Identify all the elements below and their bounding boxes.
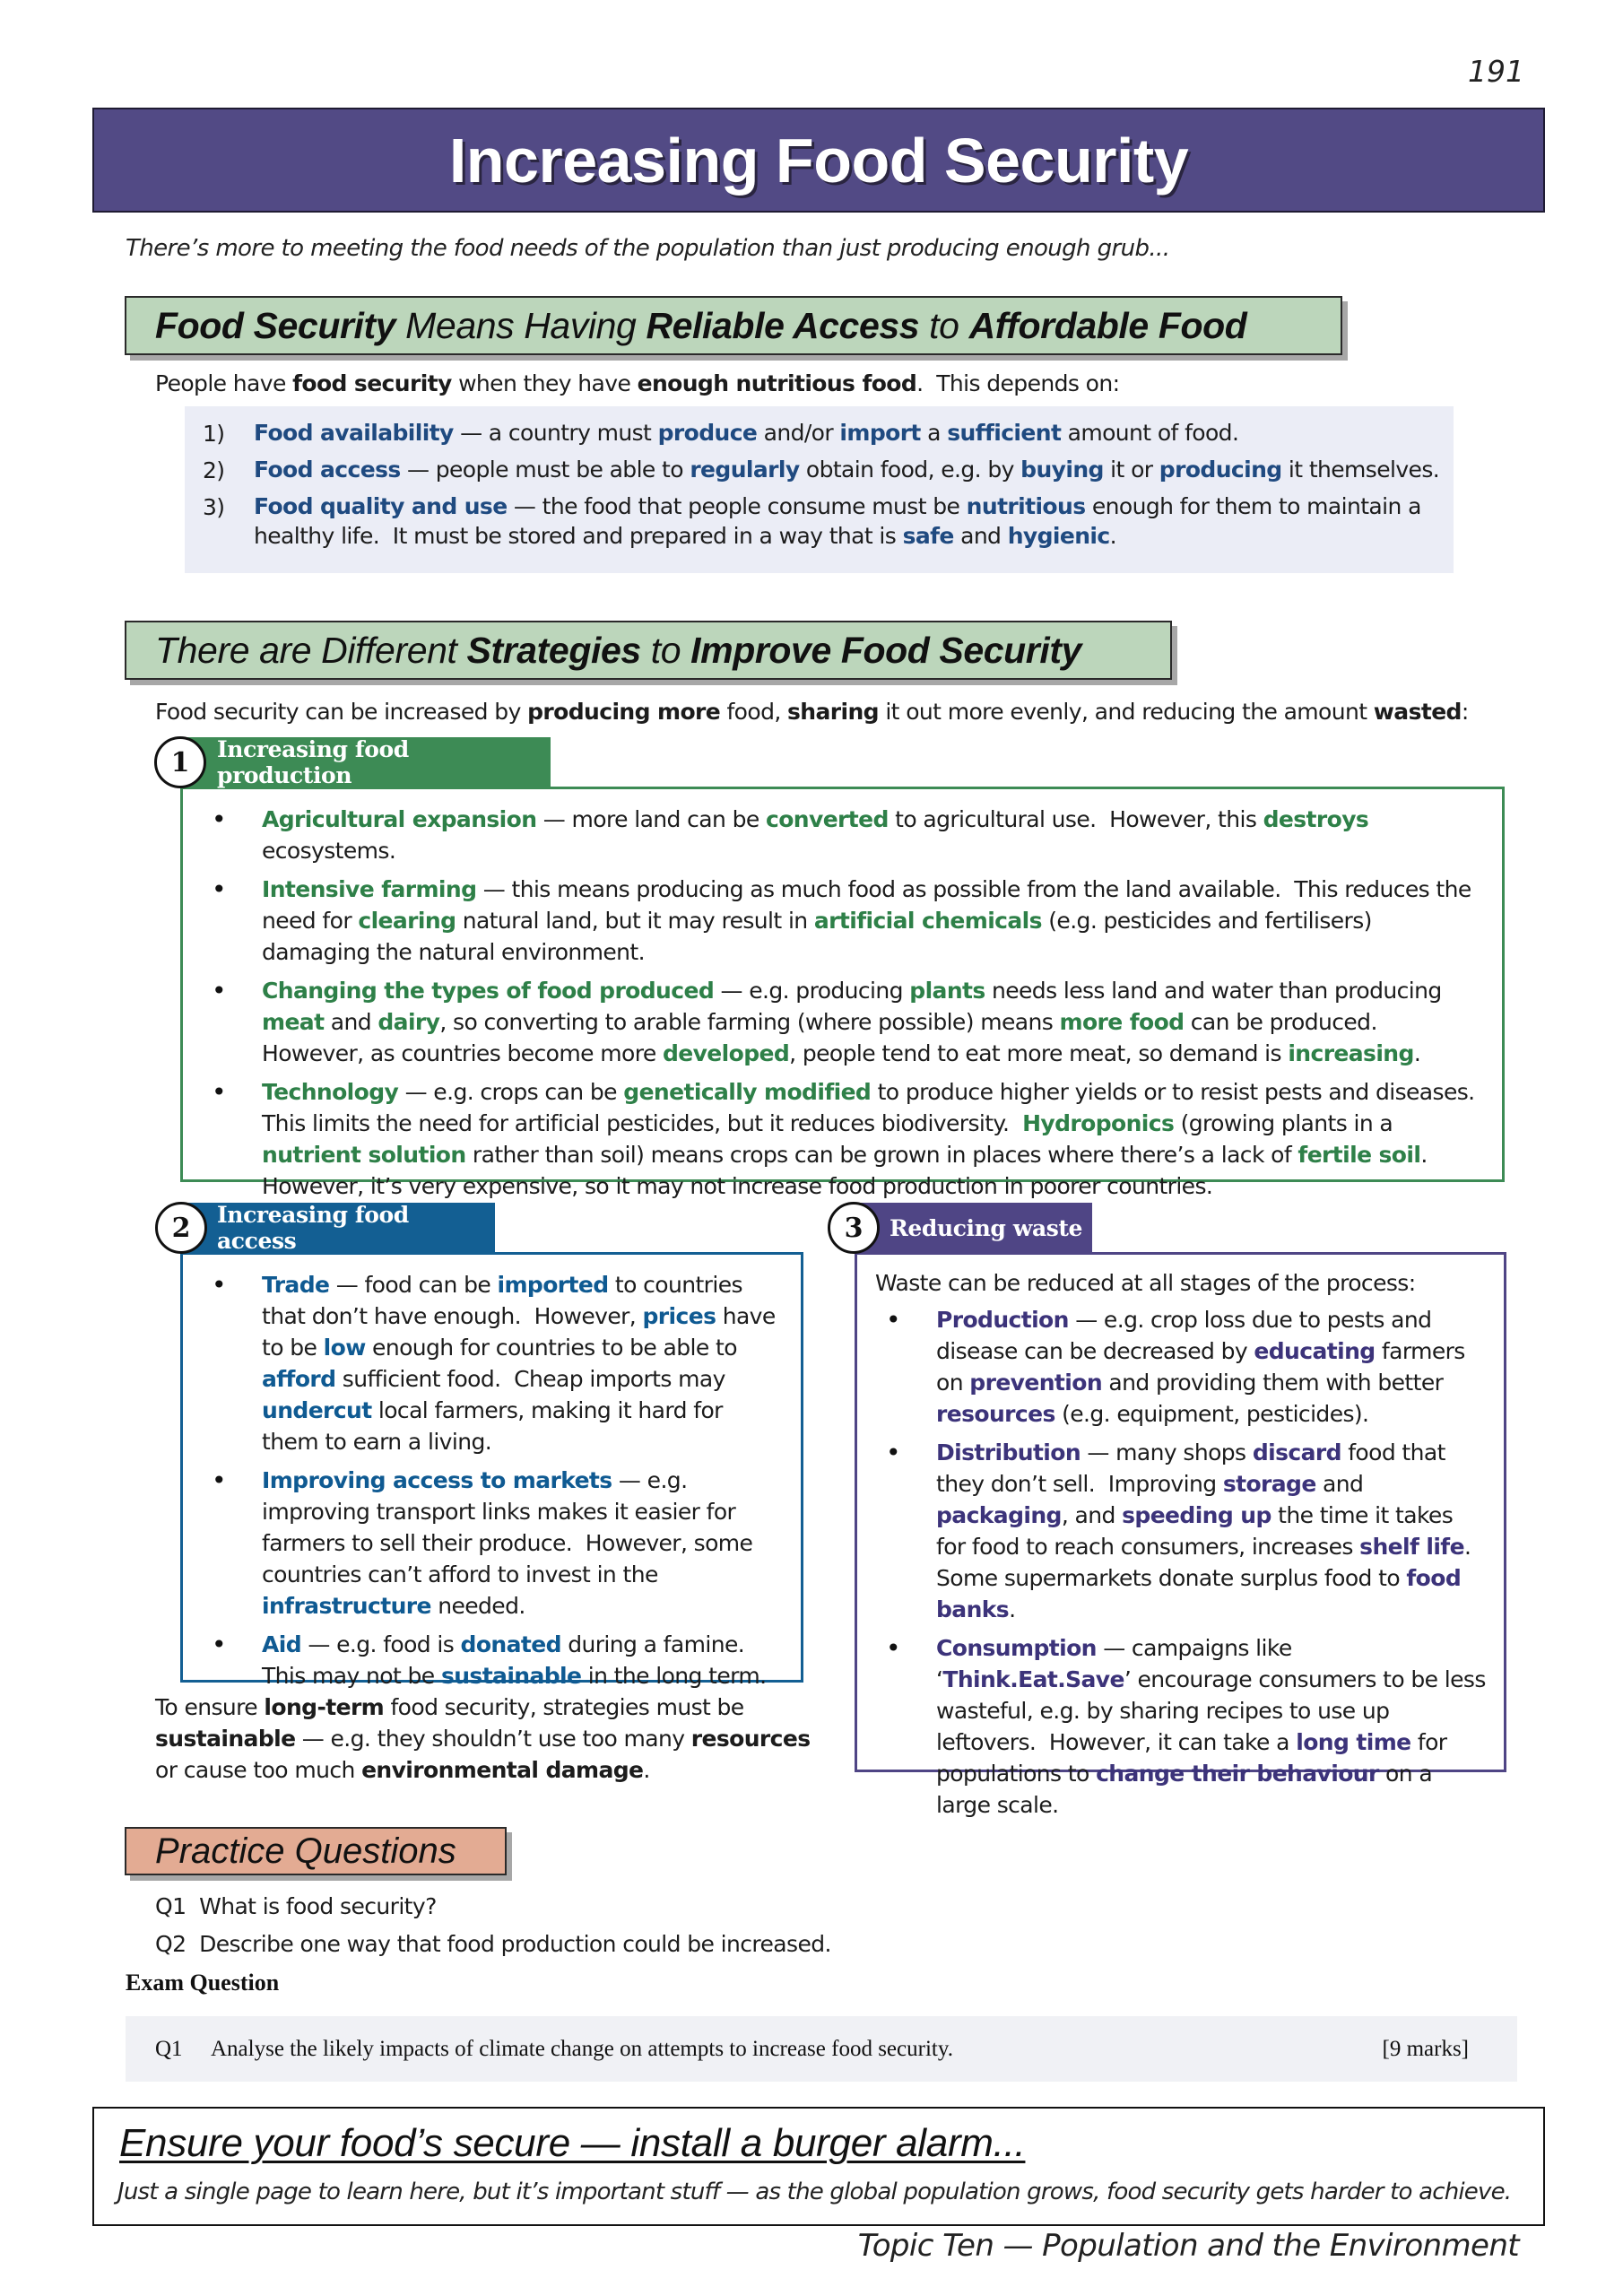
- keyword: packaging: [936, 1502, 1062, 1528]
- text: — e.g. crops can be: [398, 1079, 624, 1105]
- definition-item: [203, 455, 1454, 486]
- item-text: [254, 455, 1454, 486]
- bold-term: producing more: [527, 699, 721, 725]
- text: have to be: [262, 1303, 783, 1361]
- text: farmers on: [936, 1338, 1472, 1396]
- footer-title: Ensure your food’s secure — install a burger alarm...: [119, 2121, 1026, 2165]
- heading-part: Affordable Food: [968, 304, 1247, 346]
- keyword: plants: [909, 978, 985, 1004]
- text: or cause too much: [155, 1726, 817, 1783]
- text: needed.: [430, 1593, 525, 1619]
- bullet-item: [192, 1076, 1488, 1202]
- practice-questions-title: Practice Questions: [155, 1831, 456, 1871]
- text: for populations to: [936, 1729, 1454, 1787]
- exam-question-box: [126, 2016, 1517, 2082]
- text: and providing them with better: [1102, 1370, 1450, 1396]
- text: — many shops: [1081, 1439, 1253, 1465]
- practice-questions-heading: [125, 1827, 507, 1875]
- text: it out more evenly, and reducing the amount: [878, 699, 1374, 725]
- bold-term: enough nutritious food: [637, 370, 917, 396]
- keyword: nutrient solution: [262, 1142, 466, 1168]
- keyword: educating: [1254, 1338, 1376, 1364]
- text: it or: [1103, 457, 1159, 483]
- keyword: buying: [1020, 457, 1104, 483]
- text: local farmers, making it hard for them to earn a living.: [262, 1397, 730, 1455]
- strategy-1-box: [180, 787, 1505, 1199]
- exam-question-marks: [9 marks]: [1382, 2036, 1469, 2061]
- keyword: Production: [936, 1307, 1069, 1333]
- strategy-1-title: Increasing food production: [217, 736, 409, 788]
- text: . This depends on:: [916, 370, 1120, 396]
- bullet-item: [866, 1632, 1493, 1821]
- text: can be produced. However, as countries become more: [262, 1009, 1391, 1066]
- keyword: Food access: [254, 457, 401, 483]
- bold-term: sharing: [787, 699, 879, 725]
- keyword: artificial chemicals: [813, 908, 1042, 934]
- text: :: [1461, 699, 1469, 725]
- keyword: fertile soil: [1298, 1142, 1421, 1168]
- keyword: infrastructure: [262, 1593, 431, 1619]
- text: — a country must: [453, 420, 658, 446]
- keyword: sustainable: [440, 1663, 582, 1689]
- text: , people tend to eat more meat, so demand is: [789, 1040, 1289, 1066]
- keyword: Food availability: [254, 420, 454, 446]
- keyword: sufficient: [947, 420, 1062, 446]
- bold-term: sustainable: [155, 1726, 296, 1752]
- keyword: genetically modified: [623, 1079, 872, 1105]
- keyword: Distribution: [936, 1439, 1081, 1465]
- text: (growing plants in a: [1174, 1110, 1400, 1136]
- question-text: Describe one way that food production could be increased.: [199, 1931, 831, 1957]
- text: — e.g. improving transport links makes it easier for farmers to sell their produce. However, some countries can’t afford to invest in the: [262, 1467, 759, 1587]
- text: .: [1009, 1596, 1016, 1622]
- keyword: Improving access to markets: [262, 1467, 612, 1493]
- text: sufficient food. Cheap imports may: [335, 1366, 733, 1392]
- keyword: Technology: [262, 1079, 399, 1105]
- text: it themselves.: [1281, 457, 1440, 483]
- bullet-item: [192, 804, 1484, 866]
- keyword: safe: [902, 523, 954, 549]
- keyword: storage: [1222, 1471, 1316, 1497]
- keyword: low: [323, 1335, 366, 1361]
- keyword: Aid: [262, 1631, 302, 1657]
- text: natural land, but it may result in: [456, 908, 814, 934]
- text: (e.g. pesticides and fertilisers) damaging the natural environment.: [262, 908, 1379, 965]
- text: and: [953, 523, 1008, 549]
- keyword: donated: [460, 1631, 561, 1657]
- food-security-definition-lead: [155, 368, 1119, 399]
- keyword: food banks: [936, 1565, 1469, 1622]
- question-number: Q2: [155, 1931, 187, 1957]
- text: , so converting to arable farming (where possible) means: [439, 1009, 1060, 1035]
- text: and/or: [757, 420, 840, 446]
- bold-term: environmental damage: [361, 1757, 644, 1783]
- keyword: Agricultural expansion: [262, 806, 537, 832]
- question-text: What is food security?: [199, 1893, 437, 1919]
- intro-text: There’s more to meeting the food needs of the population than just producing enough grub...: [126, 235, 1170, 262]
- heading-part: Strategies: [466, 629, 641, 671]
- bold-term: food security: [292, 370, 452, 396]
- keyword: prevention: [969, 1370, 1103, 1396]
- text: People have: [155, 370, 293, 396]
- keyword: prices: [642, 1303, 716, 1329]
- strategy-2-title: Increasing food access: [217, 1202, 409, 1254]
- keyword: change their behaviour: [1096, 1761, 1379, 1787]
- strategies-lead: [155, 696, 1469, 727]
- keyword: Hydroponics: [1022, 1110, 1175, 1136]
- text: . However, it’s very expensive, so it may not increase food production in poorer countries.: [262, 1142, 1441, 1199]
- strategy-1-number-badge: 1: [154, 736, 206, 788]
- strategy-2-box: [180, 1252, 803, 1689]
- sustainability-note: [155, 1692, 819, 1786]
- text: and: [1315, 1471, 1370, 1497]
- text: — people must be able to: [400, 457, 690, 483]
- text: on a large scale.: [936, 1761, 1439, 1818]
- page-title-bar: [92, 108, 1545, 213]
- keyword: discard: [1252, 1439, 1341, 1465]
- heading-part: Food Security: [155, 304, 396, 346]
- keyword: converted: [766, 806, 889, 832]
- exam-question-number: Q1: [155, 2036, 183, 2061]
- strategy-3-number-badge: 3: [828, 1202, 880, 1254]
- text: — this means producing as much food as possible from the land available. This reduces the need for: [262, 876, 1478, 934]
- strategy-3-box: [855, 1252, 1506, 1818]
- text: ’ encourage consumers to be less wasteful, e.g. by sharing recipes to use up leftovers. However, it can take a: [936, 1666, 1493, 1755]
- keyword: more food: [1059, 1009, 1185, 1035]
- text: — e.g. crop loss due to pests and disease can be decreased by: [936, 1307, 1438, 1364]
- keyword: meat: [262, 1009, 325, 1035]
- text: enough for countries to be able to: [365, 1335, 744, 1361]
- text: during a famine. This may not be: [262, 1631, 758, 1689]
- strategy-1-title-tab: [179, 737, 551, 787]
- bullet-item: [192, 975, 1484, 1069]
- text: , and: [1061, 1502, 1123, 1528]
- strategy-3-intro: Waste can be reduced at all stages of the process:: [875, 1270, 1416, 1296]
- heading-part: Improve Food Security: [690, 629, 1082, 671]
- exam-question-text: Analyse the likely impacts of climate change on attempts to increase food security.: [211, 2036, 953, 2061]
- section-heading-strategies: [125, 621, 1172, 680]
- page-title: Increasing Food Security: [448, 125, 1189, 196]
- bullet-item: [192, 874, 1484, 968]
- text: — food can be: [329, 1272, 498, 1298]
- footer-subtitle: Just a single page to learn here, but it’s important stuff — as the global population grows, food security gets harder to achieve.: [117, 2179, 1512, 2205]
- keyword: produce: [657, 420, 758, 446]
- text: food that they don’t sell. Improving: [936, 1439, 1453, 1497]
- item-number: 2): [203, 457, 225, 483]
- bullet-item: [866, 1304, 1486, 1430]
- bold-term: long-term: [264, 1694, 385, 1720]
- text: — campaigns like ‘: [936, 1635, 1298, 1692]
- text: — e.g. producing: [714, 978, 910, 1004]
- keyword: resources: [936, 1401, 1055, 1427]
- heading-part: to: [640, 629, 691, 671]
- keyword: developed: [662, 1040, 790, 1066]
- text: to countries that don’t have enough. However,: [262, 1272, 750, 1329]
- heading-part: There are Different: [155, 629, 467, 671]
- text: the time it takes for food to reach consumers, increases: [936, 1502, 1460, 1560]
- keyword: long time: [1296, 1729, 1411, 1755]
- keyword: destroys: [1263, 806, 1369, 832]
- text: .: [1413, 1040, 1421, 1066]
- practice-question-1: [155, 1891, 437, 1922]
- keyword: hygienic: [1007, 523, 1110, 549]
- text: Food security can be increased by: [155, 699, 528, 725]
- bullet-item: [192, 1465, 783, 1622]
- text: .: [1109, 523, 1116, 549]
- keyword: Intensive farming: [262, 876, 477, 902]
- strategy-3-title: Reducing waste: [890, 1214, 1083, 1241]
- keyword: import: [839, 420, 921, 446]
- keyword: Food quality and use: [254, 493, 508, 519]
- bold-term: wasted: [1373, 699, 1462, 725]
- keyword: increasing: [1288, 1040, 1414, 1066]
- question-number: Q1: [155, 1893, 187, 1919]
- definition-item: [203, 418, 1454, 449]
- keyword: producing: [1159, 457, 1282, 483]
- keyword: Consumption: [936, 1635, 1097, 1661]
- text: needs less land and water than producing: [985, 978, 1448, 1004]
- keyword: clearing: [358, 908, 456, 934]
- text: food security, strategies must be: [384, 1694, 751, 1720]
- heading-part: Reliable Access: [646, 304, 920, 346]
- bullet-item: [866, 1437, 1486, 1625]
- keyword: undercut: [262, 1397, 372, 1423]
- heading-part: to: [919, 304, 969, 346]
- keyword: Think.Eat.Save: [942, 1666, 1124, 1692]
- item-text: [254, 418, 1454, 449]
- food-security-components-list: [185, 406, 1454, 573]
- keyword: Changing the types of food produced: [262, 978, 715, 1004]
- text: in the long term.: [581, 1663, 767, 1689]
- keyword: regularly: [690, 457, 800, 483]
- text: obtain food, e.g. by: [799, 457, 1021, 483]
- bullet-item: [192, 1629, 783, 1692]
- page-number: 191: [1468, 54, 1524, 89]
- summary-footer-box: [92, 2107, 1545, 2226]
- text: to produce higher yields or to resist pests and diseases. This limits the need for artificial pesticides, but it reduces biodiversity.: [262, 1079, 1488, 1136]
- definition-item: [203, 491, 1454, 551]
- text: amount of food.: [1061, 420, 1239, 446]
- exam-question-heading: Exam Question: [126, 1970, 280, 1996]
- item-number: 1): [203, 421, 225, 447]
- text: .: [643, 1757, 650, 1783]
- text: — more land can be: [536, 806, 767, 832]
- keyword: Trade: [262, 1272, 330, 1298]
- text: rather than soil) means crops can be grown in places where there’s a lack of: [465, 1142, 1298, 1168]
- text: — e.g. they shouldn’t use too many: [295, 1726, 691, 1752]
- strategy-2-title-tab: [179, 1203, 495, 1253]
- text: . Some supermarkets donate surplus food to: [936, 1534, 1484, 1591]
- text: and: [324, 1009, 378, 1035]
- item-text: [254, 491, 1454, 551]
- text: to agricultural use. However, this: [888, 806, 1263, 832]
- strategy-3-title-tab: [852, 1203, 1092, 1253]
- strategy-2-number-badge: 2: [155, 1202, 207, 1254]
- keyword: speeding up: [1122, 1502, 1271, 1528]
- text: when they have: [451, 370, 638, 396]
- text: — the food that people consume must be: [507, 493, 967, 519]
- text: ecosystems.: [262, 806, 1376, 864]
- heading-part: Means Having: [395, 304, 647, 346]
- text: — e.g. food is: [301, 1631, 461, 1657]
- keyword: imported: [497, 1272, 609, 1298]
- practice-question-2: [155, 1928, 831, 1960]
- bullet-item: [192, 1269, 783, 1457]
- text: To ensure: [155, 1694, 265, 1720]
- text: (e.g. equipment, pesticides).: [1055, 1401, 1369, 1427]
- topic-label: Topic Ten — Population and the Environment: [857, 2228, 1519, 2264]
- section-heading-food-security: [125, 296, 1342, 355]
- text: food,: [720, 699, 788, 725]
- bold-term: resources: [690, 1726, 811, 1752]
- keyword: nutritious: [966, 493, 1086, 519]
- keyword: afford: [262, 1366, 336, 1392]
- text: enough for them to maintain a healthy life. It must be stored and prepared in a way that is: [254, 493, 1428, 549]
- text: a: [920, 420, 948, 446]
- item-number: 3): [203, 494, 225, 520]
- keyword: shelf life: [1359, 1534, 1464, 1560]
- keyword: dairy: [378, 1009, 440, 1035]
